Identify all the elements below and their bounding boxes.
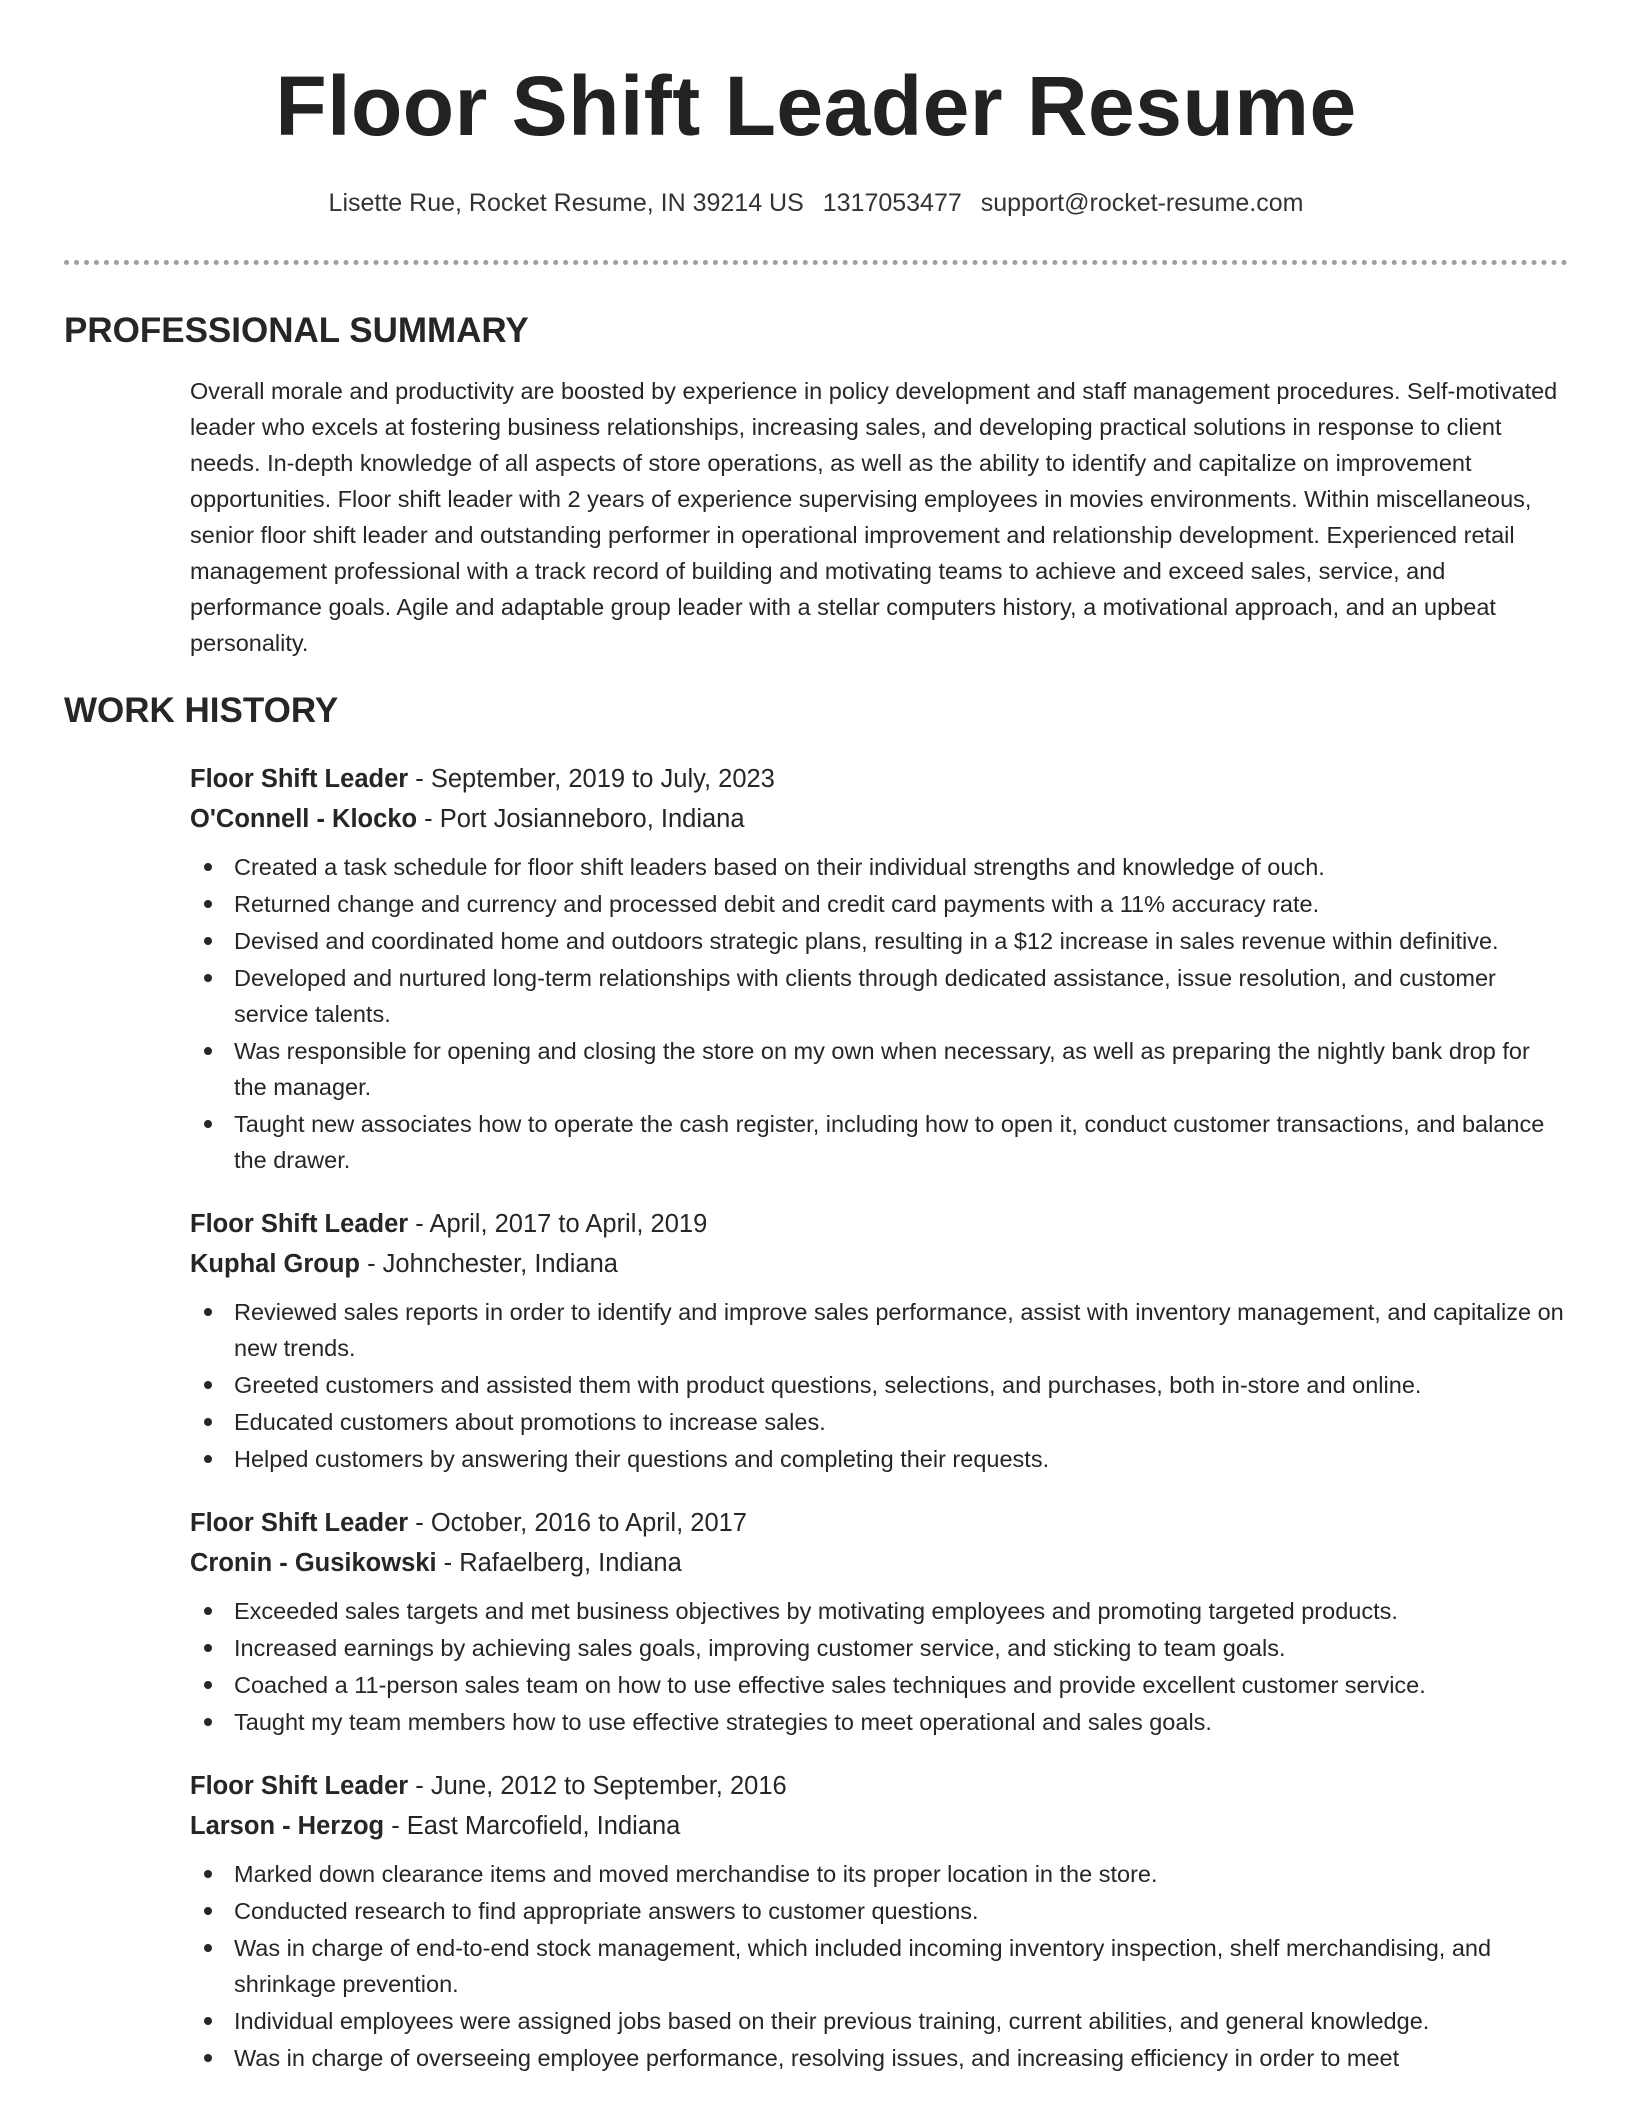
job-company: Larson - Herzog: [190, 1812, 385, 1840]
job-bullet: Created a task schedule for floor shift leaders based on their individual strengths and knowledge of ouch.: [190, 849, 1568, 885]
job-dates: - June, 2012 to September, 2016: [408, 1772, 787, 1800]
job-location: - Port Josianneboro, Indiana: [417, 805, 745, 833]
summary-text: Overall morale and productivity are boosted by experience in policy development and staff management procedures. Self-motivated leader who excels at fostering business relationships, increasing sales, and developing practical solutions in response to client needs. In-depth knowledge of all aspects of store operations, as well as the ability to identify and capitalize on improvement opportunities. Floor shift leader with 2 years of experience supervising employees in movies environments. Within miscellaneous, senior floor shift leader and outstanding performer in operational improvement and relationship development. Experienced retail management professional with a track record of building and motivating teams to achieve and exceed sales, service, and performance goals. Agile and adaptable group leader with a stellar computers history, a motivational approach, and an upbeat personality.: [190, 378, 1558, 656]
job-entry: [190, 1503, 1568, 1740]
job-bullet: Helped customers by answering their questions and completing their requests.: [190, 1441, 1568, 1477]
job-title: Floor Shift Leader: [190, 1772, 409, 1800]
job-bullet: Conducted research to find appropriate answers to customer questions.: [190, 1893, 1568, 1929]
contact-line: [0, 188, 1632, 218]
job-bullet: Educated customers about promotions to increase sales.: [190, 1404, 1568, 1440]
contact-address: Lisette Rue, Rocket Resume, IN 39214 US: [328, 189, 804, 217]
job-title: Floor Shift Leader: [190, 765, 409, 793]
job-bullet: Reviewed sales reports in order to identify and improve sales performance, assist with inventory management, and capitalize on new trends.: [190, 1294, 1568, 1366]
job-entry: [190, 759, 1568, 1178]
job-title-line: [190, 1503, 1568, 1543]
job-title: Floor Shift Leader: [190, 1509, 409, 1537]
job-title: Floor Shift Leader: [190, 1210, 409, 1238]
job-bullet: Returned change and currency and processed debit and credit card payments with a 11% accuracy rate.: [190, 886, 1568, 922]
contact-email: support@rocket-resume.com: [980, 189, 1304, 217]
job-bullet: Was in charge of overseeing employee performance, resolving issues, and increasing efficiency in order to meet: [190, 2040, 1568, 2076]
job-company: O'Connell - Klocko: [190, 805, 418, 833]
job-dates: - September, 2019 to July, 2023: [408, 765, 775, 793]
job-dates: - April, 2017 to April, 2019: [408, 1210, 708, 1238]
job-bullet: Greeted customers and assisted them with product questions, selections, and purchases, both in-store and online.: [190, 1367, 1568, 1403]
page-title: Floor Shift Leader Resume: [275, 59, 1357, 153]
job-bullet: Was in charge of end-to-end stock management, which included incoming inventory inspection, shelf merchandising, and shrinkage prevention.: [190, 1930, 1568, 2002]
job-dates: - October, 2016 to April, 2017: [408, 1509, 747, 1537]
job-entry: [190, 1766, 1568, 2076]
job-entry: [190, 1204, 1568, 1477]
job-location: - Rafaelberg, Indiana: [436, 1549, 682, 1577]
job-company-line: [190, 799, 1568, 839]
job-bullet: Coached a 11-person sales team on how to use effective sales techniques and provide excellent customer service.: [190, 1667, 1568, 1703]
job-bullets: [190, 1593, 1568, 1740]
job-title-line: [190, 1204, 1568, 1244]
job-location: - Johnchester, Indiana: [359, 1250, 618, 1278]
job-bullet: Marked down clearance items and moved merchandise to its proper location in the store.: [190, 1856, 1568, 1892]
job-bullet: Increased earnings by achieving sales goals, improving customer service, and sticking to team goals.: [190, 1630, 1568, 1666]
job-bullet: Developed and nurtured long-term relationships with clients through dedicated assistance, issue resolution, and customer service talents.: [190, 960, 1568, 1032]
job-bullet: Exceeded sales targets and met business objectives by motivating employees and promoting targeted products.: [190, 1593, 1568, 1629]
job-bullets: [190, 1294, 1568, 1477]
job-company-line: [190, 1543, 1568, 1583]
job-bullet: Was responsible for opening and closing the store on my own when necessary, as well as preparing the nightly bank drop for the manager.: [190, 1033, 1568, 1105]
job-title-line: [190, 759, 1568, 799]
job-location: - East Marcofield, Indiana: [384, 1812, 681, 1840]
job-bullet: Devised and coordinated home and outdoors strategic plans, resulting in a $12 increase in sales revenue within definitive.: [190, 923, 1568, 959]
job-company-line: [190, 1806, 1568, 1846]
job-bullets: [190, 849, 1568, 1178]
job-bullet: Taught my team members how to use effective strategies to meet operational and sales goals.: [190, 1704, 1568, 1740]
job-bullet: Taught new associates how to operate the cash register, including how to open it, conduct customer transactions, and balance the drawer.: [190, 1106, 1568, 1178]
job-bullets: [190, 1856, 1568, 2076]
job-title-line: [190, 1766, 1568, 1806]
job-company: Kuphal Group: [190, 1250, 360, 1278]
summary-heading: PROFESSIONAL SUMMARY: [64, 311, 529, 350]
job-company-line: [190, 1244, 1568, 1284]
header-divider: [64, 260, 1568, 265]
job-company: Cronin - Gusikowski: [190, 1549, 437, 1577]
work-history-list: [190, 759, 1568, 2076]
work-history-heading: WORK HISTORY: [64, 691, 339, 730]
contact-phone: 1317053477: [822, 189, 962, 217]
job-bullet: Individual employees were assigned jobs based on their previous training, current abilities, and general knowledge.: [190, 2003, 1568, 2039]
